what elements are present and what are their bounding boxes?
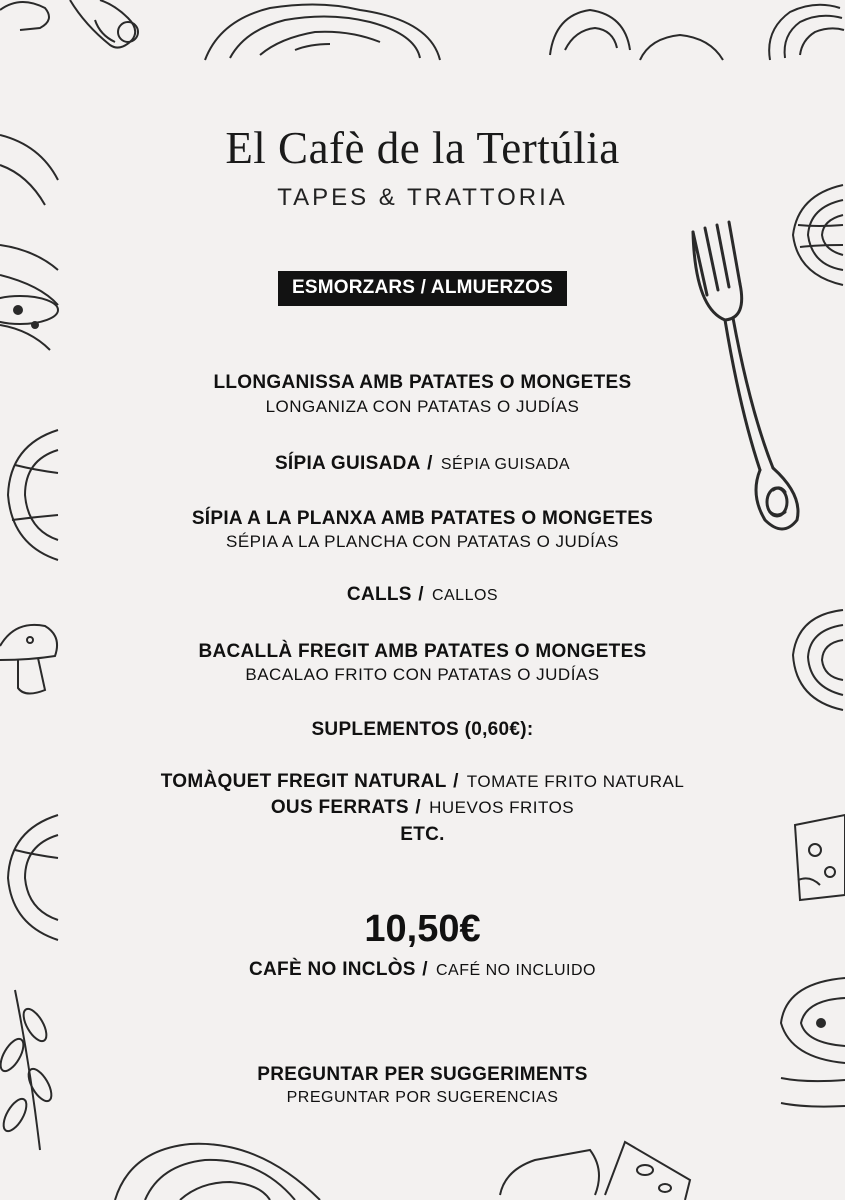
menu-item — [0, 453, 845, 475]
section-badge: ESMORZARS / ALMUERZOS — [278, 271, 567, 306]
price-note — [0, 959, 845, 981]
separator: / — [453, 771, 459, 792]
menu-item — [0, 641, 845, 685]
separator: / — [418, 584, 424, 605]
supplement-item — [0, 797, 845, 819]
menu-item — [0, 508, 845, 552]
mushroom-sketch-icon — [0, 0, 160, 60]
menu-item-name: CALLS — [346, 584, 412, 605]
soup-bowl-sketch-icon — [776, 968, 845, 1138]
menu-item-translation: SÉPIA GUISADA — [440, 456, 571, 473]
menu-item-translation: BACALAO FRITO CON PATATAS O JUDÍAS — [245, 665, 600, 684]
supplement-name: OUS FERRATS — [270, 797, 409, 818]
supplements-title: SUPLEMENTOS (0,60€): — [311, 719, 534, 740]
section-header — [0, 271, 845, 306]
menu-item-name: LLONGANISSA AMB PATATES O MONGETES — [213, 372, 632, 393]
supplement-name: ETC. — [400, 824, 445, 845]
supplement-translation: TOMATE FRITO NATURAL — [466, 772, 685, 791]
menu-item-name: SÍPIA A LA PLANXA AMB PATATES O MONGETES — [191, 508, 654, 529]
supplement-item — [0, 824, 845, 846]
menu-item-name: BACALLÀ FREGIT AMB PATATES O MONGETES — [198, 641, 647, 662]
supplement-name: TOMÀQUET FREGIT NATURAL — [160, 771, 447, 792]
menu-item-translation: SÉPIA A LA PLANCHA CON PATATAS O JUDÍAS — [226, 532, 619, 551]
steak-sketch-icon — [200, 0, 445, 62]
menu-item — [0, 584, 845, 606]
page-subtitle: TAPES & TRATTORIA — [277, 184, 568, 211]
supplement-translation: HUEVOS FRITOS — [429, 798, 575, 817]
price-note-translation: CAFÉ NO INCLUIDO — [435, 962, 596, 979]
separator: / — [422, 959, 428, 980]
menu-item-name: SÍPIA GUISADA — [274, 453, 421, 474]
cheese-sketch-icon — [495, 1140, 695, 1200]
onion-sketch-icon — [760, 0, 845, 62]
price-note-text: CAFÈ NO INCLÒS — [249, 959, 416, 980]
menu-item — [0, 372, 845, 417]
supplement-item — [0, 771, 845, 793]
menu-item-translation: CALLOS — [431, 587, 499, 604]
page-title: El Cafè de la Tertúlia — [225, 123, 620, 173]
menu-item-translation: LONGANIZA CON PATATAS O JUDÍAS — [265, 397, 580, 416]
footer-translation: PREGUNTAR POR SUGERENCIAS — [286, 1089, 559, 1106]
price: 10,50€ — [364, 908, 481, 950]
separator: / — [427, 453, 433, 474]
mushroom-sketch-icon — [545, 0, 745, 62]
footer — [0, 1064, 845, 1107]
footer-main: PREGUNTAR PER SUGGERIMENTS — [257, 1064, 588, 1085]
separator: / — [415, 797, 421, 818]
steak-sketch-icon — [110, 1140, 330, 1200]
